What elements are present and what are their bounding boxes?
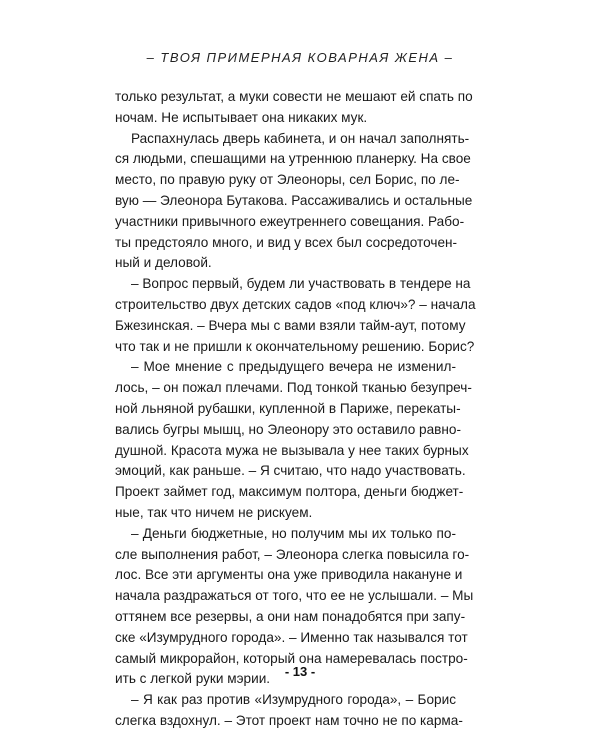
text-line: только результат, а муки совести не мешают ей спать по [115, 89, 473, 104]
text-line: ске «Изумрудного города». – Именно так назывался тот [115, 629, 468, 645]
text-line: оттянем все резервы, а они нам понадобятся при запу- [115, 608, 466, 624]
text-line: душной. Красота мужа не вызывала у нее таких бурных [115, 442, 469, 458]
text-line: ный и деловой. [115, 255, 212, 271]
text-line: ной льняной рубашки, купленной в Париже, перекаты- [115, 400, 461, 416]
text-line: ночам. Не испытывает она никаких мук. [115, 109, 368, 125]
text-line: ные, так что ничем не рискуем. [115, 504, 313, 520]
running-head: – ТВОЯ ПРИМЕРНАЯ КОВАРНАЯ ЖЕНА – [146, 50, 454, 65]
text-line: самый микрорайон, который она намеревалась постро- [115, 650, 468, 666]
text-line: что так и не пришли к окончательному решению. Борис? [115, 338, 475, 354]
text-line: место, по правую руку от Элеоноры, сел Борис, по ле- [115, 172, 460, 188]
text-line: – Мое мнение с предыдущего вечера не изменил- [131, 359, 456, 375]
text-line: – Деньги бюджетные, но получим мы их только по- [131, 525, 456, 541]
text-line: ся людьми, спешащими на утреннюю планерку. На свое [115, 151, 471, 167]
text-line: ты предстояло много, и вид у всех был сосредоточен- [115, 234, 458, 250]
text-line: вую — Элеонора Бутакова. Рассаживались и остальные [115, 192, 473, 208]
text-line: лос. Все эти аргументы она уже приводила накануне и [115, 567, 463, 583]
text-line: – Вопрос первый, будем ли участвовать в тендере на [131, 276, 471, 292]
body-text [115, 87, 476, 732]
text-line: строительство двух детских садов «под ключ»? – начала [115, 296, 476, 312]
text-line: эмоций, как раньше. – Я считаю, что надо участвовать. [115, 463, 466, 479]
text-line: слегка вздохнул. – Этот проект нам точно не по карма- [115, 712, 463, 728]
text-line: Распахнулась дверь кабинета, и он начал заполнять- [131, 130, 470, 146]
page-number: - 13 - [284, 664, 316, 679]
text-line: Бжезинская. – Вчера мы с вами взяли тайм-аут, потому [115, 317, 466, 333]
text-line: участники привычного ежеутреннего совещания. Рабо- [115, 213, 465, 229]
text-line: сле выполнения работ, – Элеонора слегка повысила го- [115, 546, 470, 562]
text-line: Проект займет год, максимум полтора, деньги бюджет- [115, 484, 464, 500]
text-line: – Я как раз против «Изумрудного города», – Борис [131, 692, 456, 708]
text-line: начала раздражаться от того, что ее не услышали. – Мы [115, 588, 474, 604]
text-line: ить с легкой руки мэрии. [115, 671, 271, 687]
text-line: лось, – он пожал плечами. Под тонкой тканью безупреч- [115, 380, 472, 396]
text-line: вались бугры мышц, но Элеонору это оставило равно- [115, 421, 461, 437]
